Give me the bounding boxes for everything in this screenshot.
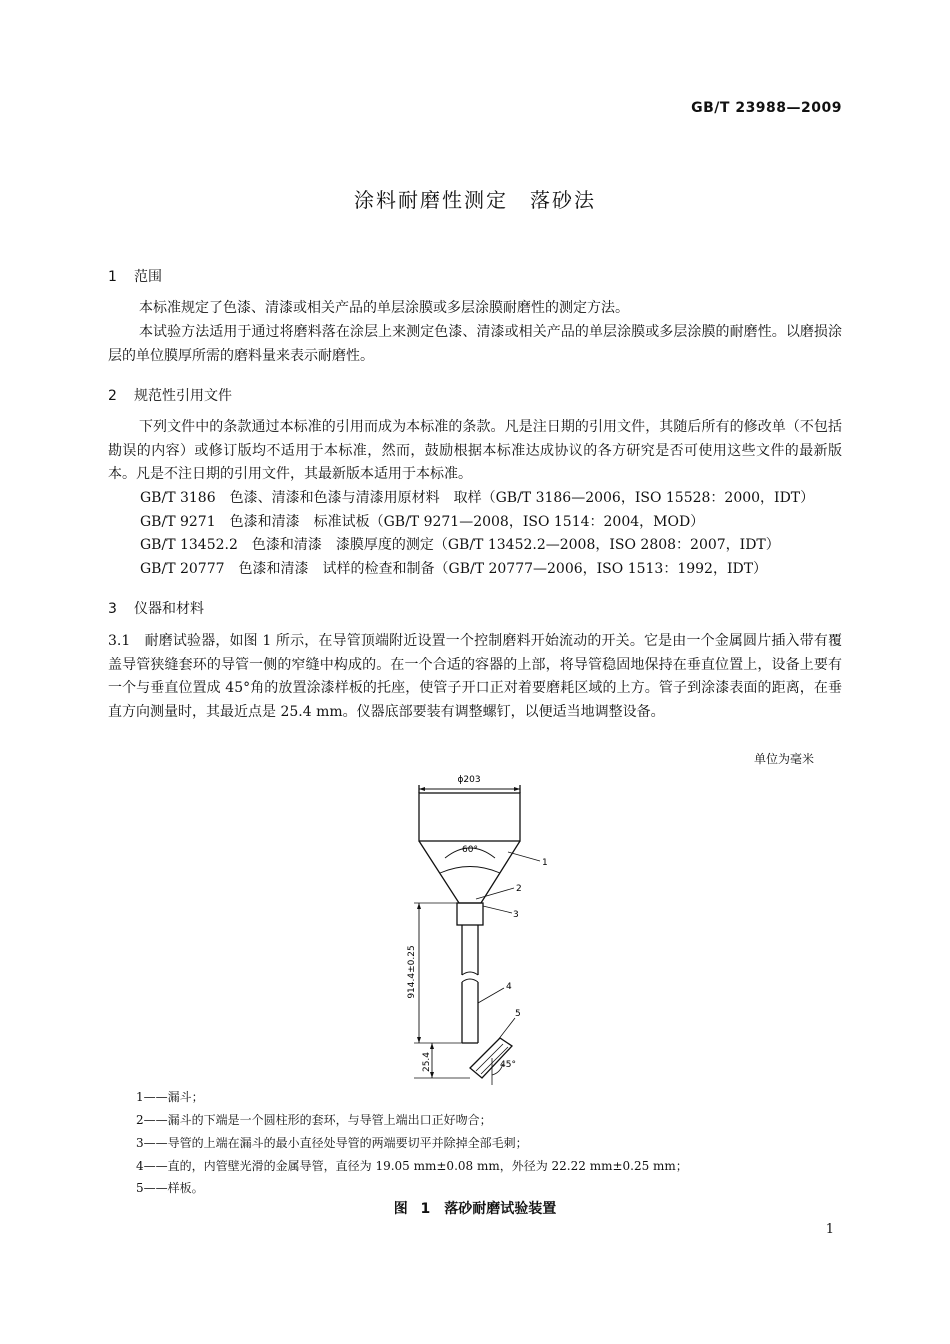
reference-item: GB/T 20777 色漆和清漆 试样的检查和制备（GB/T 20777—2006，ISO 1513：1992，IDT） <box>140 561 768 577</box>
document-title: 涂料耐磨性测定 落砂法 <box>354 188 596 212</box>
callout-3: 3 <box>513 910 519 920</box>
figure-legend-item: 4——直的，内管壁光滑的金属导管，直径为 19.05 mm±0.08 mm，外径为 22.22 mm±0.25 mm； <box>136 1159 688 1173</box>
dimension-angle-45-label: 45° <box>500 1060 516 1070</box>
section-1-paragraph-2: 本试验方法适用于通过将磨料落在涂层上来测定色漆、清漆或相关产品的单层涂膜或多层涂膜的耐磨性。以磨损涂层的单位膜厚所需的磨料量来表示耐磨性。 <box>108 324 842 364</box>
unit-note: 单位为毫米 <box>753 752 814 766</box>
dimension-diameter-label: ϕ203 <box>457 775 481 785</box>
section-1-paragraph-1: 本标准规定了色漆、清漆或相关产品的单层涂膜或多层涂膜耐磨性的测定方法。 <box>139 300 629 316</box>
section-title: 范围 <box>134 269 162 285</box>
section-number: 3 <box>108 601 117 617</box>
tube-break-mark <box>462 979 478 982</box>
funnel-collar <box>457 903 483 925</box>
dimension-gap-label: 25.4 <box>422 1051 432 1073</box>
section-number: 2 <box>108 388 117 404</box>
callout-1: 1 <box>542 858 548 868</box>
section-title: 规范性引用文件 <box>134 388 232 404</box>
leader-line-5 <box>498 1018 515 1040</box>
section-title: 仪器和材料 <box>134 601 204 617</box>
section-3-heading <box>108 598 204 618</box>
reference-item: GB/T 9271 色漆和清漆 标准试板（GB/T 9271—2008，ISO 1514：2004，MOD） <box>140 514 705 530</box>
figure-legend-item: 1——漏斗； <box>136 1090 204 1104</box>
leader-line-2 <box>476 888 514 899</box>
standard-code: GB/T 23988—2009 <box>691 100 842 116</box>
reference-item: GB/T 3186 色漆、清漆和色漆与清漆用原材料 取样（GB/T 3186—2006，ISO 15528：2000，IDT） <box>140 490 815 506</box>
callout-2: 2 <box>516 884 522 894</box>
figure-caption: 图 1 落砂耐磨试验装置 <box>393 1201 557 1217</box>
dimension-angle-60-label: 60° <box>462 845 478 855</box>
section-2-intro: 下列文件中的条款通过本标准的引用而成为本标准的条款。凡是注日期的引用文件，其随后所有的修改单（不包括勘误的内容）或修订版均不适用于本标准，然而，鼓励根据本标准达成协议的各方研究是否可使用这些文件的最新版本。凡是不注日期的引用文件，其最新版本适用于本标准。 <box>108 419 842 482</box>
page-number: 1 <box>825 1222 834 1237</box>
tube-break-mark <box>462 972 478 975</box>
section-1-heading <box>108 266 162 286</box>
callout-4: 4 <box>506 982 512 992</box>
dimension-length-label: 914.4±0.25 <box>407 945 417 999</box>
test-panel <box>470 1038 512 1078</box>
reference-item: GB/T 13452.2 色漆和清漆 漆膜厚度的测定（GB/T 13452.2—2008，ISO 2808：2007，IDT） <box>140 537 780 553</box>
leader-line-3 <box>483 906 512 913</box>
sand-abrasion-apparatus-figure <box>380 768 580 1088</box>
figure-legend-item: 5——样板。 <box>136 1181 204 1195</box>
section-2-heading <box>108 385 232 405</box>
section-number: 1 <box>108 269 117 285</box>
funnel-cylinder <box>419 793 520 841</box>
figure-legend-item: 2——漏斗的下端是一个圆柱形的套环，与导管上端出口正好吻合； <box>136 1113 492 1127</box>
sand-level-curve <box>440 867 500 874</box>
figure-legend-item: 3——导管的上端在漏斗的最小直径处导管的两端要切平并除掉全部毛刺； <box>136 1136 528 1150</box>
dimension-arrows <box>417 787 520 1078</box>
callout-5: 5 <box>515 1009 521 1019</box>
clause-3-1: 3.1 耐磨试验器，如图 1 所示，在导管顶端附近设置一个控制磨料开始流动的开关。它是由一个金属圆片插入带有覆盖导管狭缝套环的导管一侧的窄缝中构成的。在一个合适的容器的上部，将导管稳固地保持在垂直位置上，设备上要有一个与垂直位置成 45°角的放置涂漆样板的托座，使管子开口正对着要磨耗区域的上方。管子到涂漆表面的距离，在垂直方向测量时，其最近点是 25.4 mm。仪器底部要装有调整螺钉，以便适当地调整设备。 <box>108 633 842 720</box>
leader-line-4 <box>478 988 504 1003</box>
leader-line-1 <box>508 852 540 861</box>
